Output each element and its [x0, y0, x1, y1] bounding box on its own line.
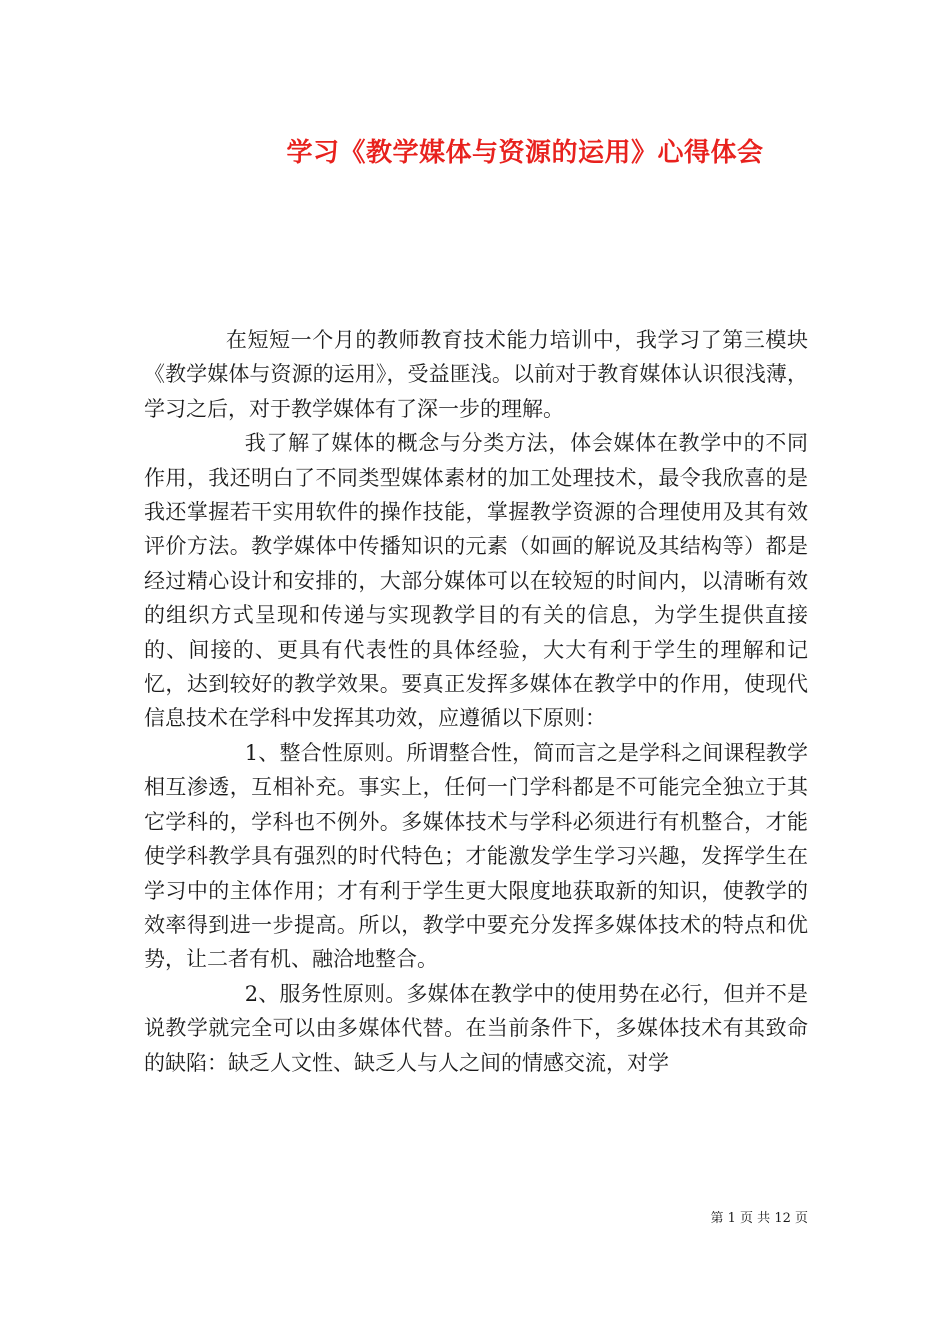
- document-body: [144, 323, 808, 1080]
- paragraph-principle-integration: 1、整合性原则。所谓整合性，简而言之是学科之间课程教学相互渗透，互相补充。事实上，任何一门学科都是不可能完全独立于其它学科的，学科也不例外。多媒体技术与学科必须进行有机整合，才能使学科教学具有强烈的时代特色；才能激发学生学习兴趣，发挥学生在学习中的主体作用；才有利于学生更大限度地获取新的知识，使教学的效率得到进一步提高。所以，教学中要充分发挥多媒体技术的特点和优势，让二者有机、融洽地整合。: [144, 740, 808, 972]
- paragraph-principle-service: 2、服务性原则。多媒体在教学中的使用势在必行，但并不是说教学就完全可以由多媒体代替。在当前条件下，多媒体技术有其致命的缺陷：缺乏人文性、缺乏人与人之间的情感交流，对学: [144, 981, 808, 1075]
- page-number-footer: 第 1 页 共 12 页: [710, 1211, 808, 1226]
- paragraph-intro: 在短短一个月的教师教育技术能力培训中，我学习了第三模块《教学媒体与资源的运用》，受益匪浅。以前对于教育媒体认识很浅薄，学习之后，对于教学媒体有了深一步的理解。: [144, 328, 808, 421]
- document-title: 学习《教学媒体与资源的运用》心得体会: [286, 138, 764, 168]
- paragraph-media-understanding: 我了解了媒体的概念与分类方法，体会媒体在教学中的不同作用，我还明白了不同类型媒体素材的加工处理技术，最令我欣喜的是我还掌握若干实用软件的操作技能，掌握教学资源的合理使用及其有效评价方法。教学媒体中传播知识的元素（如画的解说及其结构等）都是经过精心设计和安排的，大部分媒体可以在较短的时间内，以清晰有效的组织方式呈现和传递与实现教学目的有关的信息，为学生提供直接的、间接的、更具有代表性的具体经验，大大有利于学生的理解和记忆，达到较好的教学效果。要真正发挥多媒体在教学中的作用，使现代信息技术在学科中发挥其功效，应遵循以下原则：: [144, 431, 808, 731]
